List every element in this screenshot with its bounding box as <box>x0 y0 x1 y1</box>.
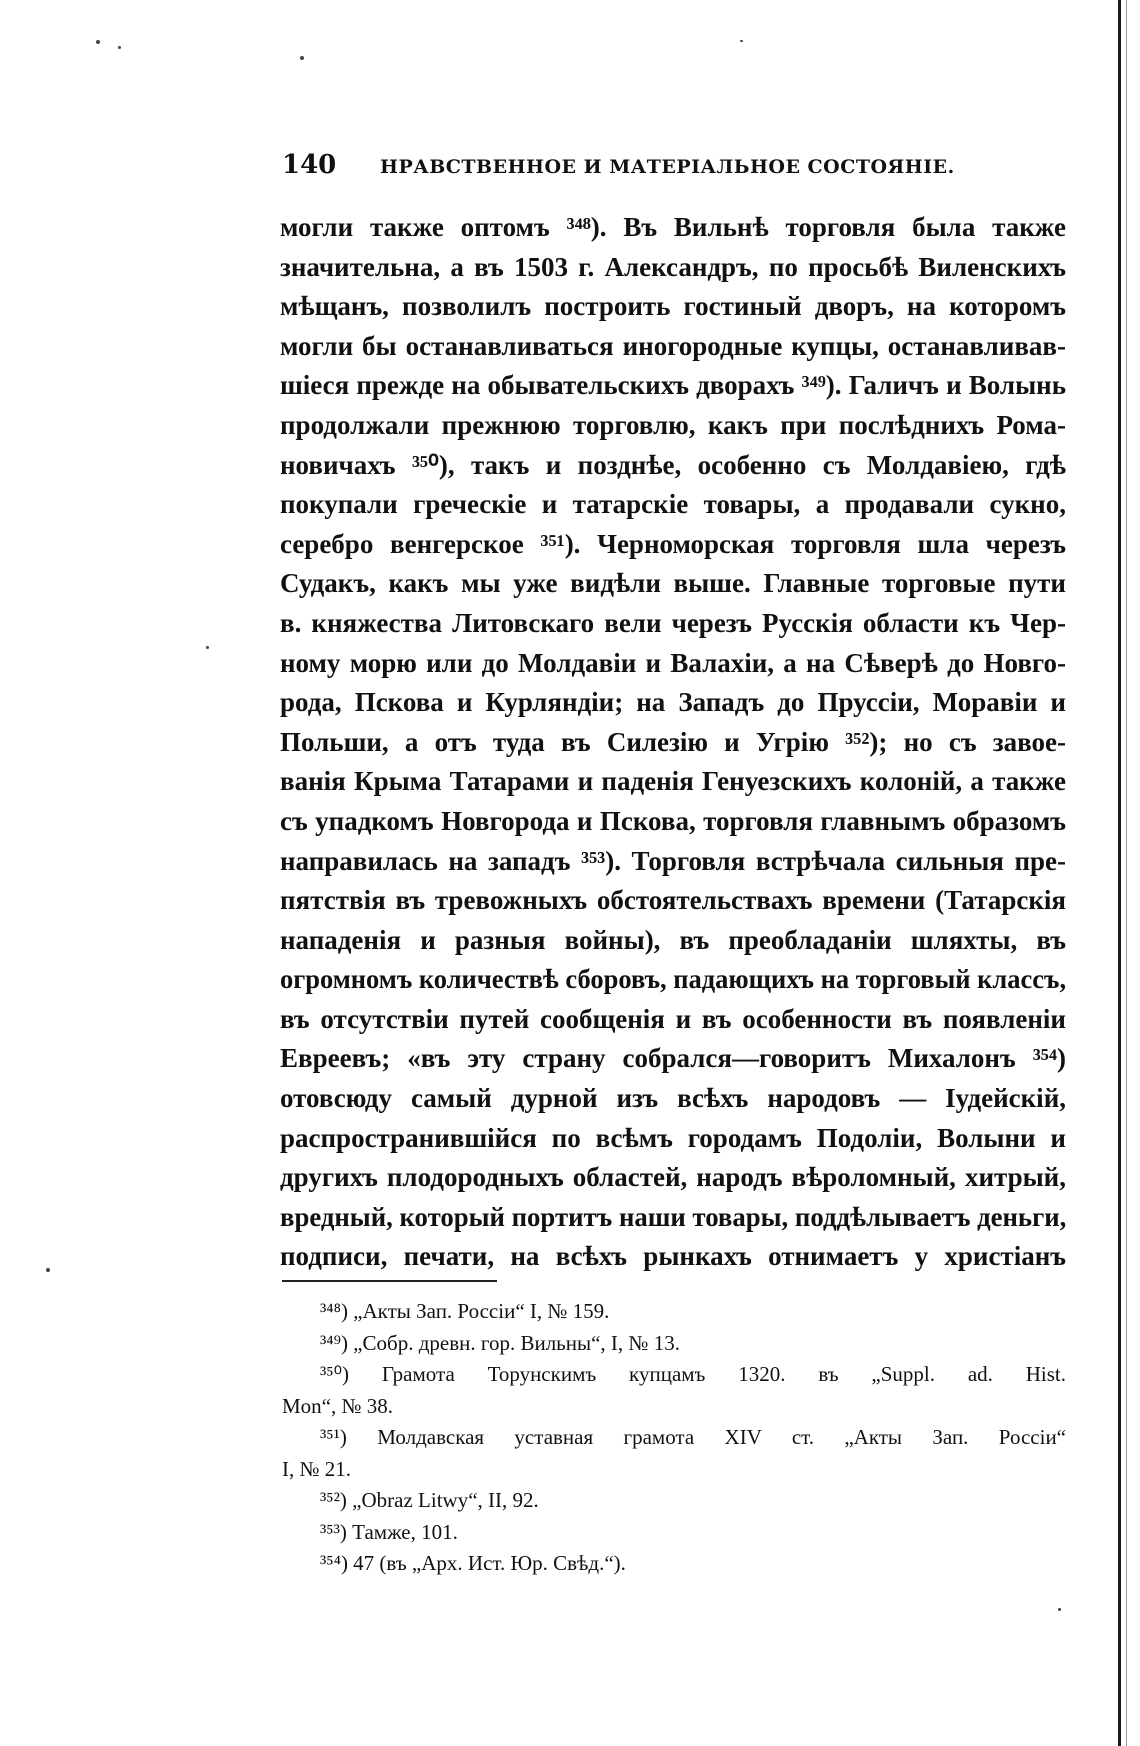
text-line: распространившійся по всѣмъ городамъ Подоліи, Волыни и <box>280 1122 1066 1153</box>
footnotes <box>282 1296 1066 1580</box>
text-line: мѣщанъ, позволилъ построить гостиный дворъ, на которомъ <box>280 291 1066 322</box>
text-line: огромномъ количествѣ сборовъ, падающихъ на торговый классъ, <box>280 964 1067 995</box>
text-line: въ отсутствіи путей сообщенія и въ особенности въ появленіи <box>280 1003 1066 1034</box>
text-line: могли также оптомъ ³⁴⁸). Въ Вильнѣ торговля была также <box>280 212 1066 242</box>
text-line: покупали греческіе и татарскіе товары, а продавали сукно, <box>280 489 1066 520</box>
text-line: нападенія и разныя войны), въ преобладаніи шляхты, въ <box>280 924 1066 955</box>
text-line: ванія Крыма Татарами и паденія Генуезскихъ колоній, а также <box>280 766 1066 797</box>
page-number: 140 <box>282 150 337 180</box>
text-line: Польши, а отъ туда въ Силезію и Угрію ³⁵²); но съ завое- <box>280 726 1066 757</box>
scan-edge-line <box>1118 0 1121 1746</box>
text-line: могли бы останавливаться иногородные купцы, останавливав- <box>280 330 1066 361</box>
scan-speck <box>1058 1608 1061 1611</box>
scan-speck <box>96 40 100 44</box>
scan-speck <box>46 1268 50 1272</box>
text-line: отовсюду самый дурной изъ всѣхъ народовъ — Іудейскій, <box>280 1083 1066 1114</box>
text-line: шіеся прежде на обывательскихъ дворахъ ³⁴⁹). Галичъ и Волынь <box>280 370 1066 401</box>
text-line: рода, Пскова и Курляндіи; на Западъ до Пруссіи, Моравіи и <box>280 687 1066 718</box>
footnote-348: ³⁴⁸) „Акты Зап. Россіи“ I, № 159. <box>320 1299 610 1323</box>
text-line: новичахъ ³⁵⁰), такъ и позднѣе, особенно съ Молдавіею, гдѣ <box>280 449 1066 480</box>
footnote-350-continued: Mon“, № 38. <box>282 1393 394 1418</box>
text-line: ному морю или до Молдавіи и Валахіи, а на Сѣверѣ до Новго- <box>280 647 1066 678</box>
footnote-351-continued: I, № 21. <box>282 1456 352 1481</box>
scan-speck <box>118 46 121 49</box>
page-header <box>282 150 1062 190</box>
text-line: пятствія въ тревожныхъ обстоятельствахъ времени (Татарскія <box>280 885 1066 916</box>
footnote-divider <box>282 1280 497 1282</box>
text-line: в. княжества Литовскаго вели черезъ Русскія области къ Чер- <box>280 607 1066 638</box>
running-title: НРАВСТВЕННОЕ И МАТЕРІАЛЬНОЕ СОСТОЯНІЕ. <box>380 156 955 178</box>
text-line: вредный, который портитъ наши товары, поддѣлываетъ деньги, <box>280 1201 1067 1232</box>
text-line: Евреевъ; «въ эту страну собрался—говоритъ Михалонъ ³⁵⁴) <box>280 1043 1066 1074</box>
footnote-349: ³⁴⁹) „Собр. древн. гор. Вильны“, I, № 13. <box>320 1330 680 1355</box>
text-line: направилась на западъ ³⁵³). Торговля встрѣчала сильныя пре- <box>280 845 1066 876</box>
footnote-351: ³⁵¹) Молдавская уставная грамота XIV ст. „Акты Зап. Россіи“ <box>320 1425 1066 1449</box>
footnote-352: ³⁵²) „Obraz Litwy“, II, 92. <box>320 1488 539 1512</box>
text-line: Судакъ, какъ мы уже видѣли выше. Главные торговые пути <box>280 568 1066 599</box>
text-line: продолжали прежнюю торговлю, какъ при послѣднихъ Рома- <box>280 409 1066 440</box>
footnote-354: ³⁵⁴) 47 (въ „Арх. Ист. Юр. Свѣд.“). <box>320 1551 626 1575</box>
footnote-350: ³⁵⁰) Грамота Торунскимъ купцамъ 1320. въ „Suppl. ad. Hist. <box>320 1362 1066 1386</box>
text-line: другихъ плодородныхъ областей, народъ вѣроломный, хитрый, <box>280 1162 1066 1193</box>
scan-speck <box>740 40 743 42</box>
text-line: подписи, печати, на всѣхъ рынкахъ отнимаетъ у христіанъ <box>280 1241 1066 1272</box>
text-line: значительна, а въ 1503 г. Александръ, по просьбѣ Виленскихъ <box>280 251 1066 282</box>
body-text <box>280 208 1066 1277</box>
footnote-353: ³⁵³) Тамже, 101. <box>320 1519 458 1544</box>
scan-edge-shadow <box>1126 0 1127 1746</box>
scan-speck <box>300 56 304 60</box>
scan-speck <box>206 646 209 649</box>
text-line: съ упадкомъ Новгорода и Пскова, торговля главнымъ образомъ <box>280 805 1066 836</box>
text-line: серебро венгерское ³⁵¹). Черноморская торговля шла черезъ <box>280 528 1066 559</box>
